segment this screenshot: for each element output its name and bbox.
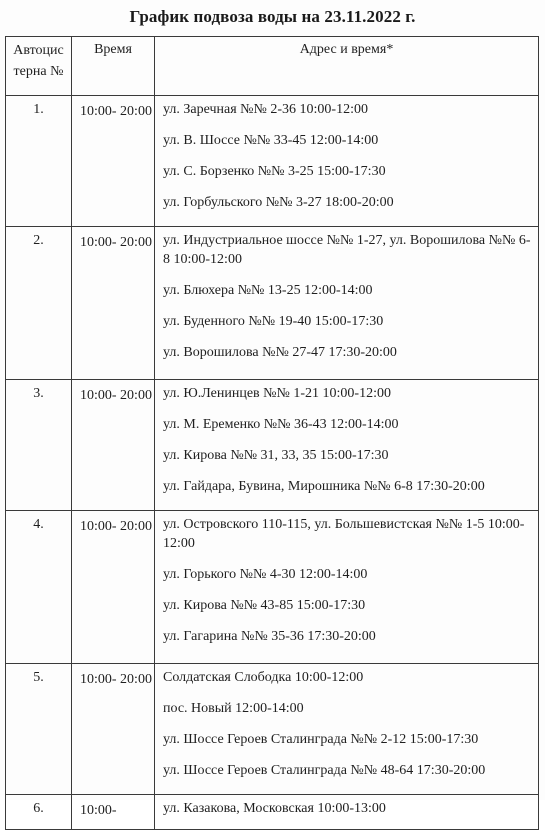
address-line: Солдатская Слободка 10:00-12:00: [163, 670, 364, 685]
header-tanker-number: Автоцис терна №: [6, 37, 72, 96]
address-line: ул. Шоссе Героев Сталинграда №№ 48-64 17:30-20:00: [163, 763, 486, 778]
address-list: [155, 227, 539, 380]
address-line: ул. Казакова, Московская 10:00-13:00: [163, 801, 386, 816]
tanker-number: 5.: [6, 664, 72, 795]
time-range: 10:00-: [72, 795, 155, 830]
time-range: 10:00- 20:00: [72, 227, 155, 380]
time-range: 10:00- 20:00: [72, 511, 155, 664]
address-line: ул. Кирова №№ 31, 33, 35 15:00-17:30: [163, 448, 389, 463]
table-row: [6, 511, 539, 664]
table-row: [6, 227, 539, 380]
address-line: ул. Заречная №№ 2-36 10:00-12:00: [163, 102, 368, 117]
address-line: ул. Индустриальное шоссе №№ 1-27, ул. Ворошилова №№ 6-8 10:00-12:00: [163, 233, 531, 267]
address-line: ул. Гагарина №№ 35-36 17:30-20:00: [163, 629, 376, 644]
address-line: пос. Новый 12:00-14:00: [163, 701, 304, 716]
time-range: 10:00- 20:00: [72, 96, 155, 227]
time-range: 10:00- 20:00: [72, 664, 155, 795]
tanker-number: 2.: [6, 227, 72, 380]
tanker-number: 6.: [6, 795, 72, 830]
address-line: ул. Горбульского №№ 3-27 18:00-20:00: [163, 195, 394, 210]
header-address-time: Адрес и время*: [155, 37, 539, 96]
address-line: ул. Шоссе Героев Сталинграда №№ 2-12 15:00-17:30: [163, 732, 479, 747]
address-line: ул. Кирова №№ 43-85 15:00-17:30: [163, 598, 366, 613]
address-line: ул. М. Еременко №№ 36-43 12:00-14:00: [163, 417, 399, 432]
table-row: [6, 380, 539, 511]
address-list: [155, 380, 539, 511]
header-time: Время: [72, 37, 155, 96]
address-line: ул. Ю.Ленинцев №№ 1-21 10:00-12:00: [163, 386, 391, 401]
table-header-row: [6, 37, 539, 96]
address-list: [155, 511, 539, 664]
table-row: [6, 664, 539, 795]
tanker-number: 3.: [6, 380, 72, 511]
address-line: ул. Островского 110-115, ул. Большевистская №№ 1-5 10:00-12:00: [163, 517, 525, 551]
table-row: [6, 96, 539, 227]
address-line: ул. В. Шоссе №№ 33-45 12:00-14:00: [163, 133, 379, 148]
water-schedule-table: [5, 36, 539, 830]
address-line: ул. Блюхера №№ 13-25 12:00-14:00: [163, 283, 373, 298]
address-list: [155, 96, 539, 227]
address-line: ул. Горького №№ 4-30 12:00-14:00: [163, 567, 368, 582]
address-line: ул. Гайдара, Бувина, Мирошника №№ 6-8 17:30-20:00: [163, 479, 485, 494]
page-title: График подвоза воды на 23.11.2022 г.: [129, 7, 416, 26]
address-line: ул. Ворошилова №№ 27-47 17:30-20:00: [163, 345, 397, 360]
address-line: ул. Буденного №№ 19-40 15:00-17:30: [163, 314, 384, 329]
address-list: [155, 664, 539, 795]
tanker-number: 4.: [6, 511, 72, 664]
time-range: 10:00- 20:00: [72, 380, 155, 511]
address-line: ул. С. Борзенко №№ 3-25 15:00-17:30: [163, 164, 386, 179]
tanker-number: 1.: [6, 96, 72, 227]
